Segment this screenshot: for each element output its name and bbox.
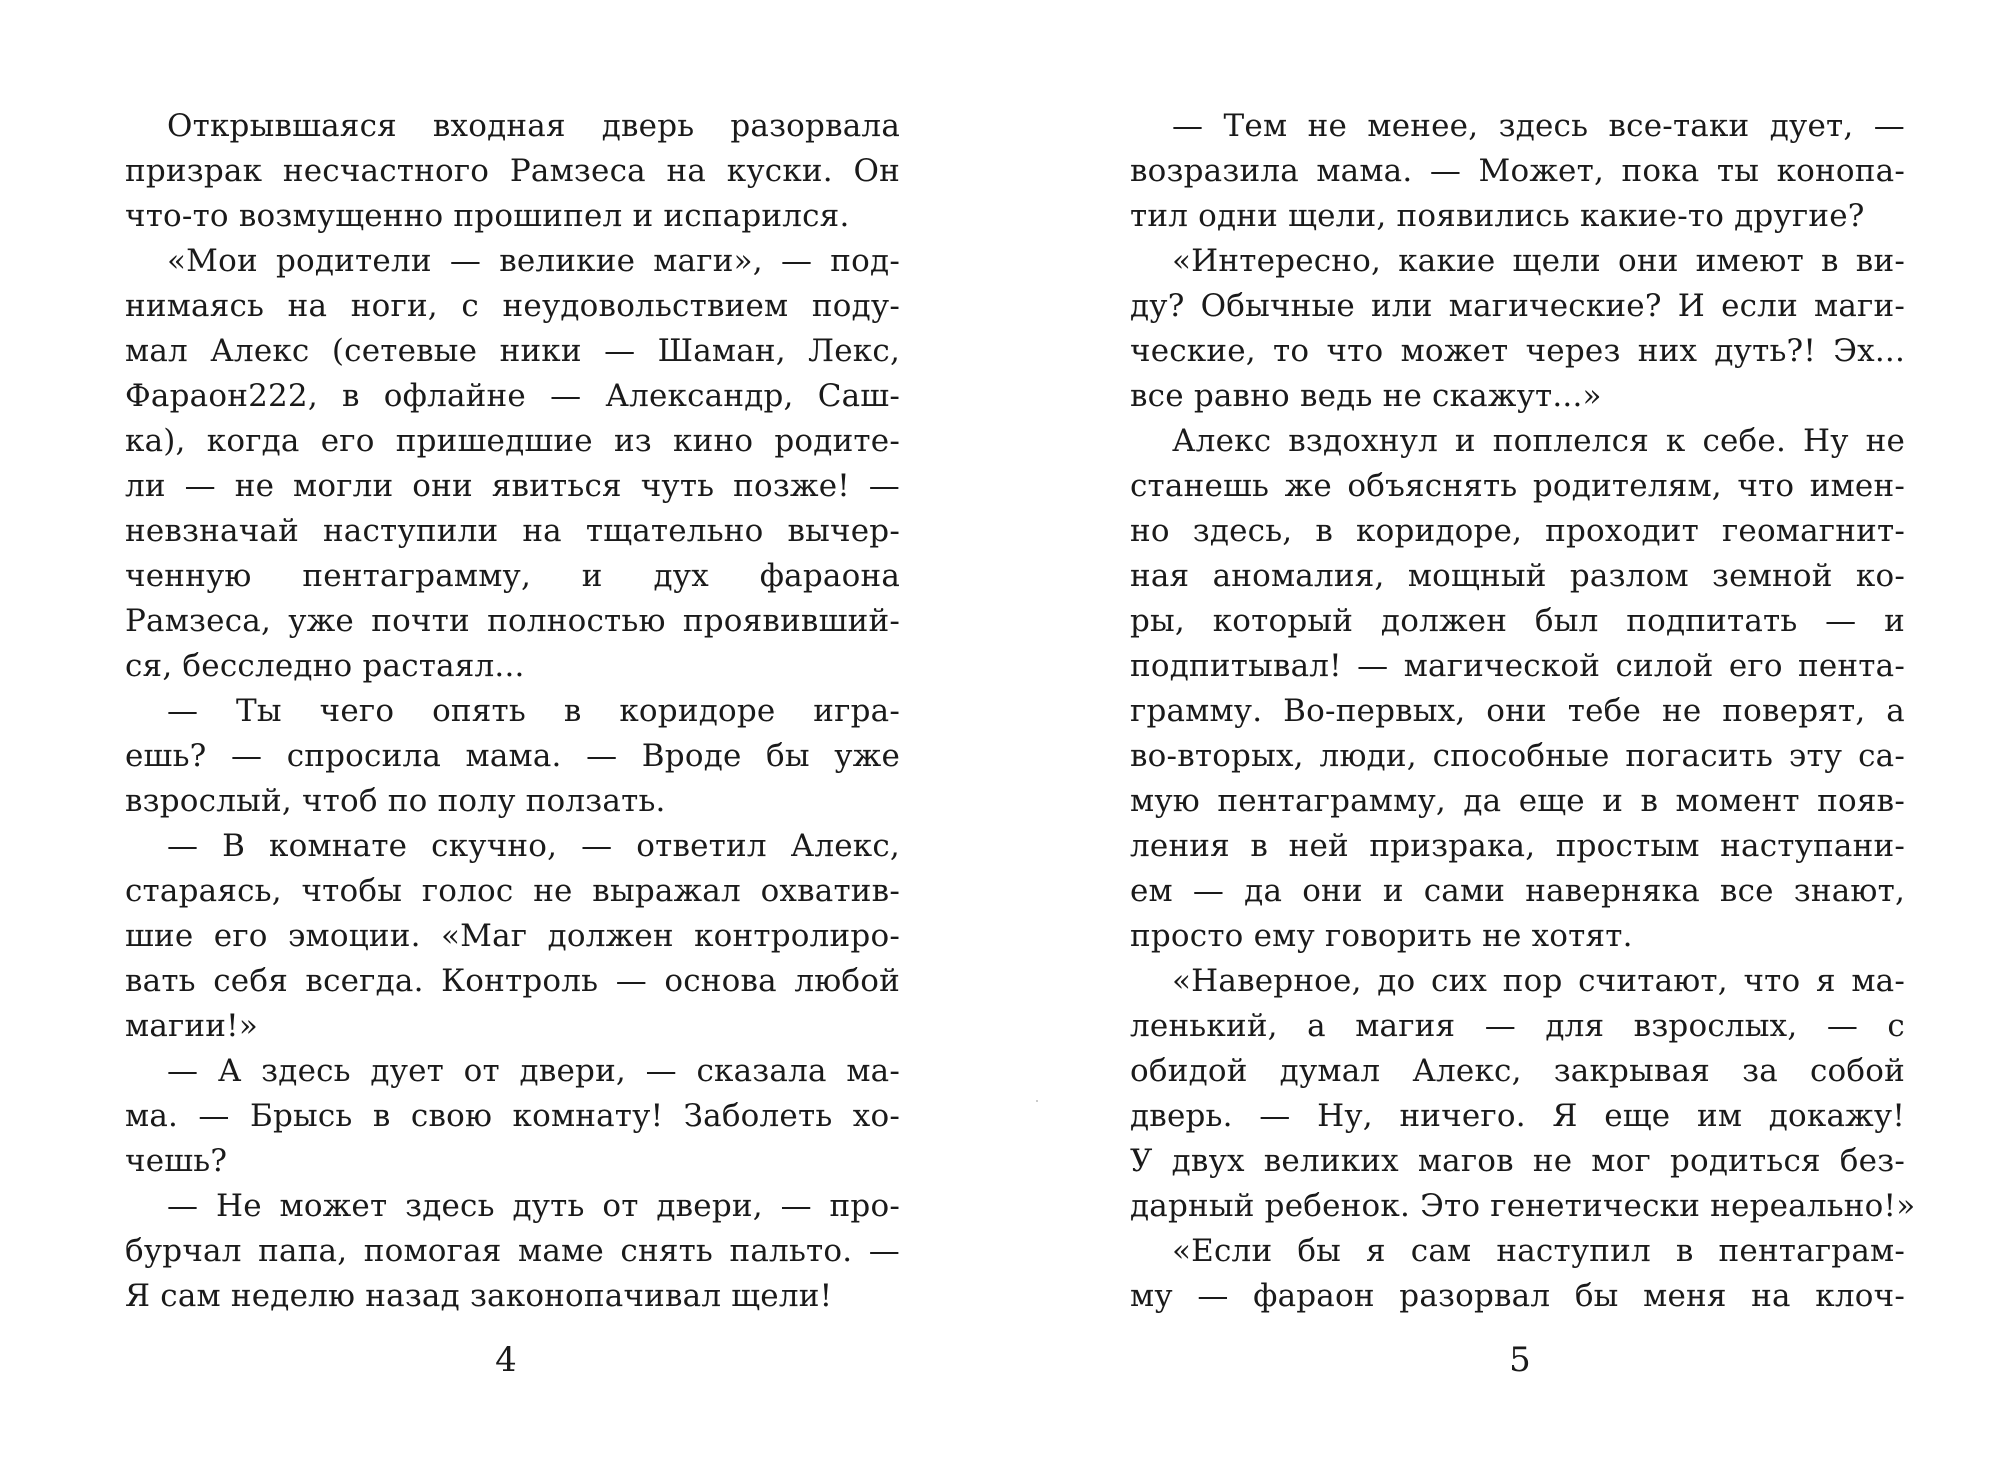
text-line: бурчал папа, помогая маме снять пальто. — <box>125 1233 900 1269</box>
text-line: дверь. — Ну, ничего. Я еще им докажу! <box>1130 1098 1905 1134</box>
text-line: мал Алекс (сетевые ники — Шаман, Лекс, <box>125 333 900 369</box>
text-line: — Не может здесь дуть от двери, — про- <box>167 1188 900 1224</box>
text-line: ка), когда его пришедшие из кино родите- <box>125 423 900 459</box>
text-line: что-то возмущенно прошипел и испарился. <box>125 198 850 234</box>
text-line: тил одни щели, появились какие-то другие? <box>1130 198 1865 234</box>
text-line: призрак несчастного Рамзеса на куски. Он <box>125 153 900 189</box>
print-speck <box>1036 1100 1038 1102</box>
text-line: ры, который должен был подпитать — и <box>1130 603 1905 639</box>
text-line: ная аномалия, мощный разлом земной ко- <box>1130 558 1905 594</box>
text-line: ду? Обычные или магические? И если маги- <box>1130 288 1905 324</box>
text-line: подпитывал! — магической силой его пента- <box>1130 648 1905 684</box>
text-line: ся, бесследно растаял... <box>125 648 525 684</box>
text-line: «Если бы я сам наступил в пентаграм- <box>1172 1233 1905 1269</box>
text-line: вать себя всегда. Контроль — основа любой <box>125 963 900 999</box>
text-line: Алекс вздохнул и поплелся к себе. Ну не <box>1172 423 1905 459</box>
text-line: ма. — Брысь в свою комнату! Заболеть хо- <box>125 1098 900 1134</box>
text-line: му — фараон разорвал бы меня на клоч- <box>1130 1278 1905 1314</box>
text-line: дарный ребенок. Это генетически нереально!» <box>1130 1188 1916 1224</box>
text-line: шие его эмоции. «Маг должен контролиро- <box>125 918 900 954</box>
text-line: — Ты чего опять в коридоре игра- <box>167 693 900 729</box>
text-line: ли — не могли они явиться чуть позже! — <box>125 468 900 504</box>
text-line: «Наверное, до сих пор считают, что я ма- <box>1172 963 1905 999</box>
text-line: нимаясь на ноги, с неудовольствием поду- <box>125 288 900 324</box>
text-line: — А здесь дует от двери, — сказала ма- <box>167 1053 900 1089</box>
text-line: ем — да они и сами наверняка все знают, <box>1130 873 1905 909</box>
text-line: ченную пентаграмму, и дух фараона <box>125 558 900 594</box>
text-line: все равно ведь не скажут...» <box>1130 378 1602 414</box>
text-line: ешь? — спросила мама. — Вроде бы уже <box>125 738 900 774</box>
text-line: — Тем не менее, здесь все-таки дует, — <box>1172 108 1905 144</box>
text-line: взрослый, чтоб по полу ползать. <box>125 783 666 819</box>
text-line: ческие, то что может через них дуть?! Эх... <box>1130 333 1905 369</box>
text-line: Я сам неделю назад законопачивал щели! <box>125 1278 833 1314</box>
text-line: Открывшаяся входная дверь разорвала <box>167 108 900 144</box>
right-page-text <box>1130 104 1916 1319</box>
left-page-text <box>125 104 900 1319</box>
text-line: Фараон222, в офлайне — Александр, Саш- <box>125 378 900 414</box>
text-line: ления в ней призрака, простым наступани- <box>1130 828 1905 864</box>
text-line: невзначай наступили на тщательно вычер- <box>125 513 900 549</box>
text-line: — В комнате скучно, — ответил Алекс, <box>167 828 900 864</box>
text-line: возразила мама. — Может, пока ты конопа- <box>1130 153 1905 189</box>
page-number-left: 4 <box>495 1340 517 1380</box>
text-line: просто ему говорить не хотят. <box>1130 918 1633 954</box>
text-line: обидой думал Алекс, закрывая за собой <box>1130 1053 1905 1089</box>
text-line: чешь? <box>125 1143 228 1179</box>
text-line: «Интересно, какие щели они имеют в ви- <box>1172 243 1905 279</box>
text-line: мую пентаграмму, да еще и в момент появ- <box>1130 783 1905 819</box>
text-line: Рамзеса, уже почти полностью проявивший- <box>125 603 900 639</box>
page-number-right: 5 <box>1509 1340 1531 1380</box>
text-line: ленький, а магия — для взрослых, — с <box>1130 1008 1905 1044</box>
text-line: во-вторых, люди, способные погасить эту са- <box>1130 738 1905 774</box>
text-line: но здесь, в коридоре, проходит геомагнит- <box>1130 513 1905 549</box>
text-line: У двух великих магов не мог родиться без- <box>1130 1143 1905 1179</box>
text-line: магии!» <box>125 1008 258 1044</box>
text-line: «Мои родители — великие маги», — под- <box>167 243 900 279</box>
text-line: стараясь, чтобы голос не выражал охватив- <box>125 873 900 909</box>
text-line: грамму. Во-первых, они тебе не поверят, а <box>1130 693 1905 729</box>
text-line: станешь же объяснять родителям, что имен- <box>1130 468 1905 504</box>
